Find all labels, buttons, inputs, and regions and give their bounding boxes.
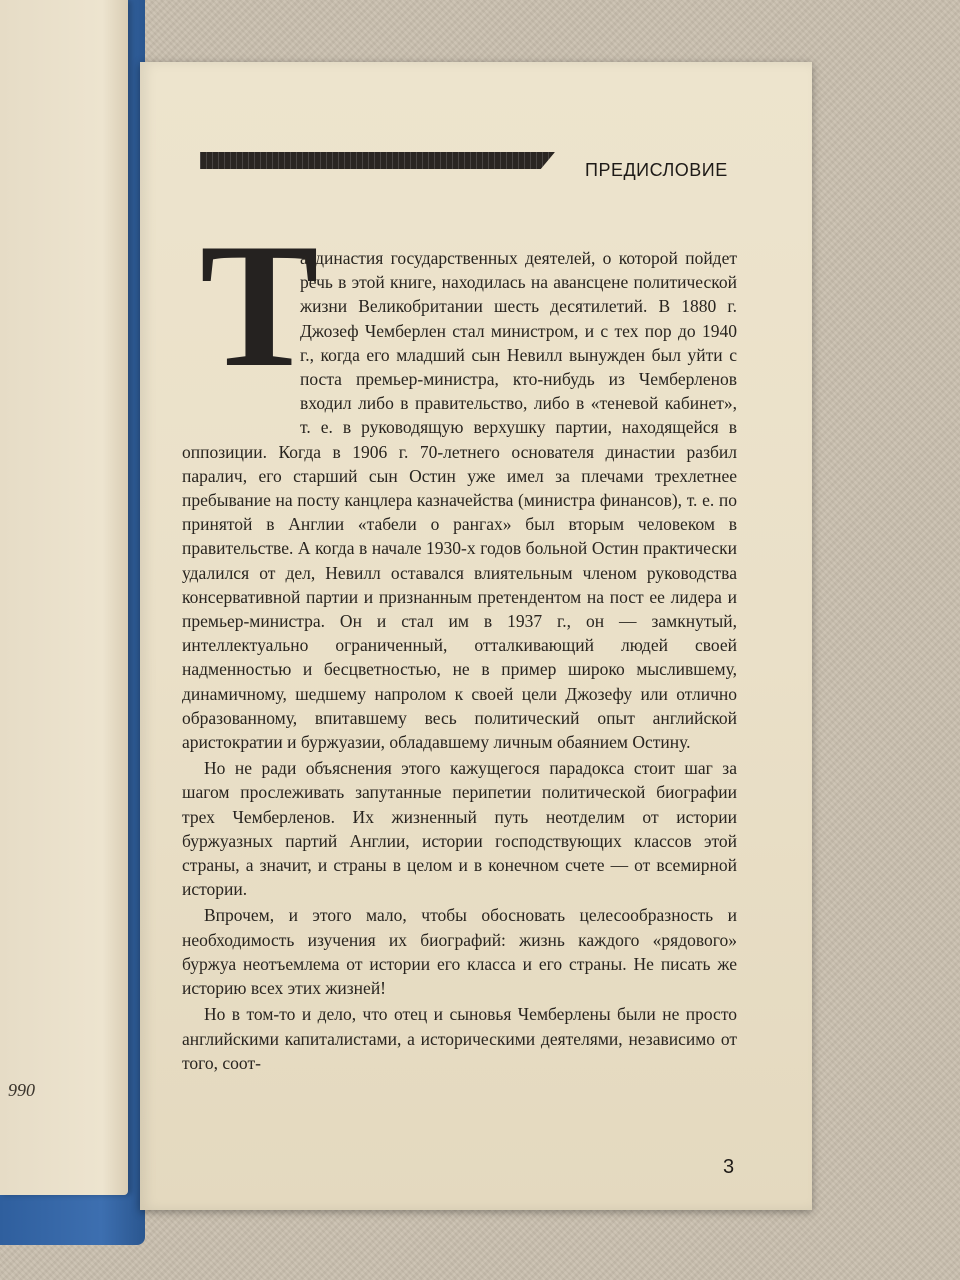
- left-page-number: 990: [8, 1080, 35, 1100]
- paragraph: Джозеф Чемберлен стал министром, и с тех пор до 1940 г., когда его младший сын Невилл вынужден был уйти с поста премьер-министра, кто-нибудь из Чемберленов входил либо в правительство, либо в «теневой кабинет», т. е. в руководящую верхушку партии, находящейся в оппозиции. Когда в 1906 г. 70-летнего основателя династии разбил паралич, его старший сын Остин уже имел за плечами трехлетнее пребывание на посту канцлера казначейства (министра финансов), т. е. по принятой в Англии «табели о рангах» был вторым человеком в правительстве. А когда в начале 1930-х годов больной Остин практически удалился от дел, Невилл оставался влиятельным членом руководства консервативной партии и признанным претендентом на пост ее лидера и премьер-министра. Он и стал им в 1937 г., он — замкнутый, интеллектуально ограниченный, отталкивающий людей своей надменностью и бесцветностью, не в пример широко мыслившему, динамичному, шедшему напролом к своей цели Джозефу или отлично образованному, впитавшему весь политический опыт английской аристократии и буржуазии, обладавшему личным обаянием Остину.: [182, 320, 737, 753]
- paragraph: Но не ради объяснения этого кажущегося парадокса стоит шаг за шагом прослеживать запутанные перипетии политической биографии трех Чемберленов. Их жизненный путь неотделим от истории буржуазных партий Англии, истории господствующих классов этой страны, а значит, и страны в целом и в конечном счете — от всемирной истории.: [182, 758, 737, 900]
- chapter-title: ПРЕДИСЛОВИЕ: [585, 160, 728, 180]
- paragraph-intro: а династия государственных деятелей, о которой пойдет речь в этой книге, находилась на авансцене политической жизни Великобритании шесть десятилетий. В 1880 г.: [300, 248, 737, 317]
- paragraph: Впрочем, и этого мало, чтобы обосновать целесообразность и необходимость изучения их биографий: жизнь каждого «рядового» буржуа неотъемлема от истории его класса и его страны. Не писать же историю всех этих жизней!: [182, 905, 737, 999]
- book-page: [140, 62, 812, 1210]
- header-rule: [200, 152, 555, 169]
- paragraph: Но в том-то и дело, что отец и сыновья Чемберлены были не просто английскими капиталистами, а историческими деятелями, независимо от того, соот-: [182, 1004, 737, 1073]
- drop-cap: Т: [200, 206, 319, 404]
- page-number: 3: [723, 1156, 735, 1178]
- left-facing-page: [0, 0, 128, 1195]
- body-text: [182, 246, 737, 1075]
